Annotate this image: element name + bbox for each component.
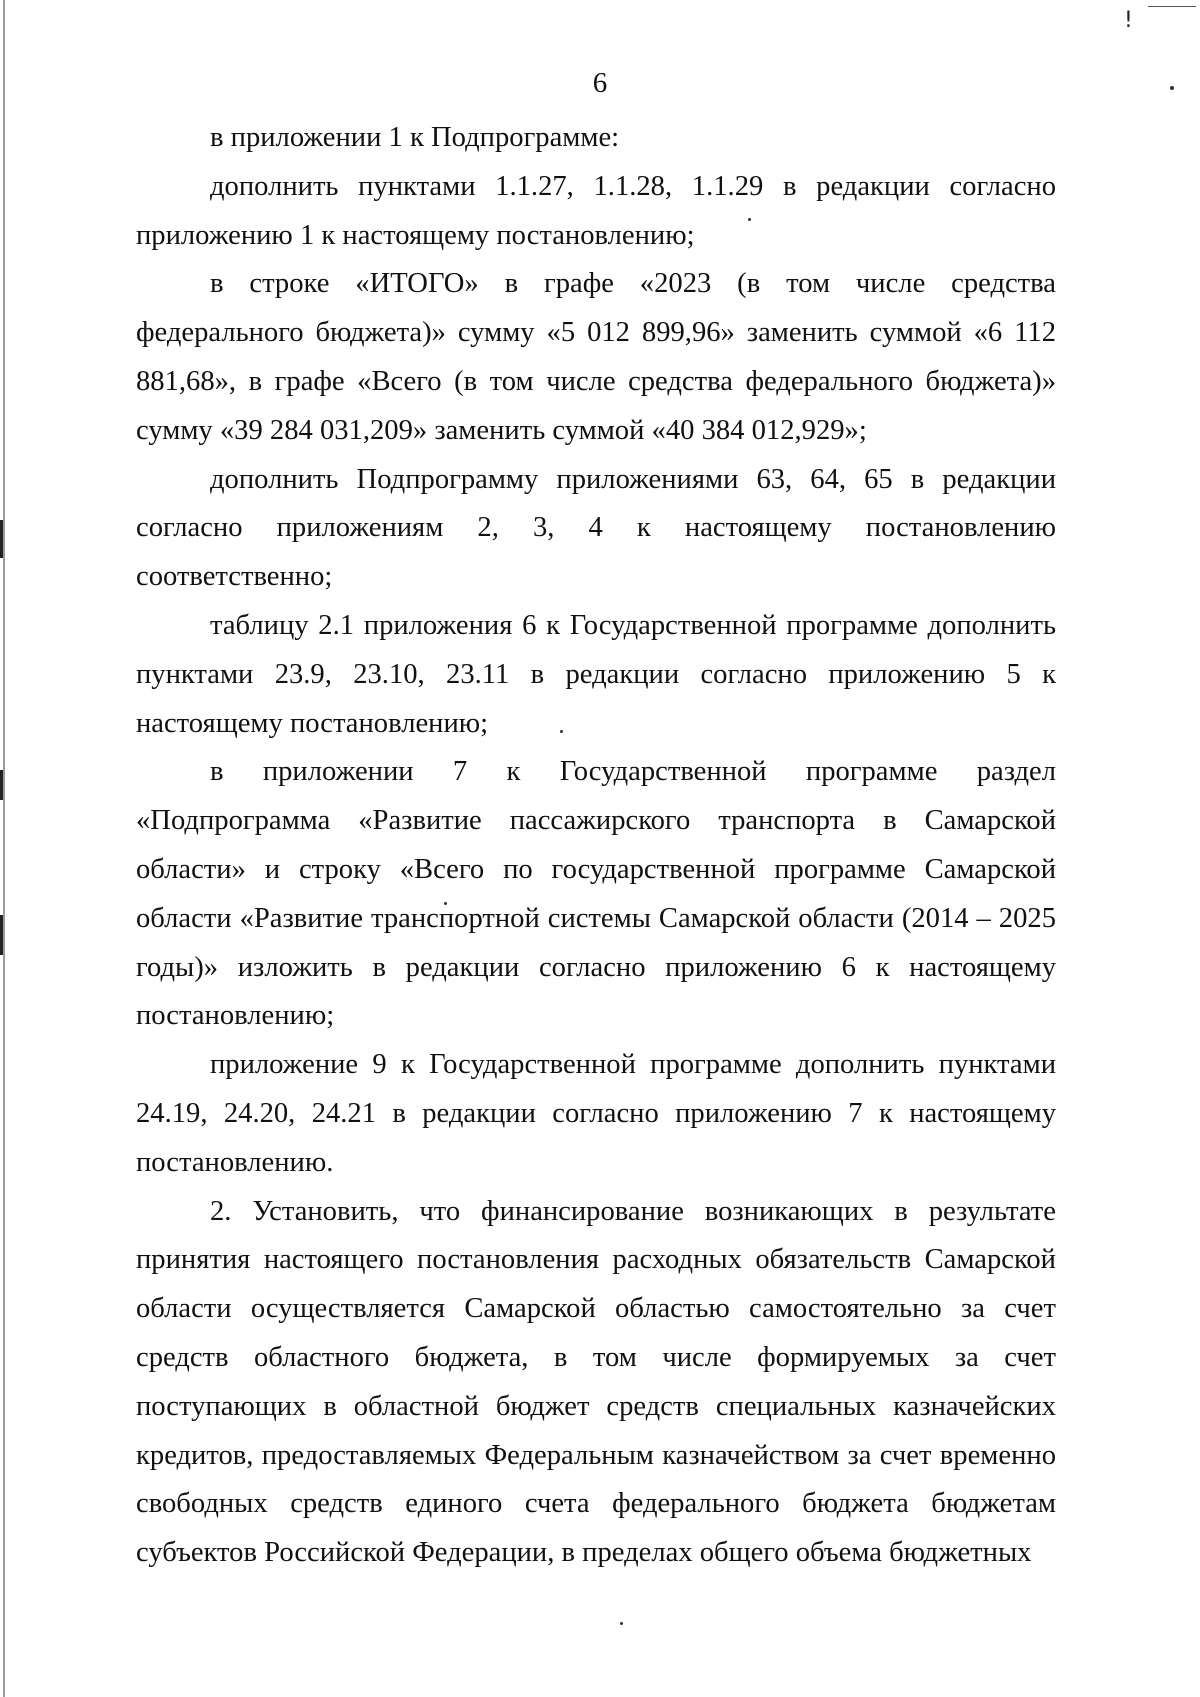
- paragraph: таблицу 2.1 приложения 6 к Государственной программе дополнить пунктами 23.9, 23.10, 23.11 в редакции согласно приложению 5 к настоящему постановлению;: [136, 609, 1056, 739]
- paragraph: дополнить Подпрограмму приложениями 63, 64, 65 в редакции согласно приложениям 2, 3, 4 к настоящему постановлению соответственно;: [136, 463, 1056, 593]
- scan-corner-line: [1148, 6, 1196, 7]
- paragraph: в приложении 7 к Государственной программе раздел «Подпрограмма «Развитие пассажирского транспорта в Самарской области» и строку «Всего по государственной программе Самарской области «Развитие транспортной системы Самарской области (2014 – 2025 годы)» изложить в редакции согласно приложению 6 к настоящему постановлению;: [136, 756, 1056, 1032]
- scan-edge-line: [3, 0, 5, 1697]
- scan-edge-mark: [0, 915, 3, 955]
- paragraph: дополнить пунктами 1.1.27, 1.1.28, 1.1.29 в редакции согласно приложению 1 к настоящему постановлению;: [136, 170, 1056, 251]
- paragraph: 2. Установить, что финансирование возникающих в результате принятия настоящего постановления расходных обязательств Самарской области осуществляется Самарской областью самостоятельно за счет средств областного бюджета, в том числе формируемых за счет поступающих в областной бюджет средств специальных казначейских кредитов, предоставляемых Федеральным казначейством за счет временно свободных средств единого счета федерального бюджета бюджетам субъектов Российской Федерации, в пределах общего объема бюджетных: [136, 1195, 1056, 1569]
- document-body: [136, 114, 1056, 1578]
- scan-edge-mark: [0, 770, 3, 800]
- scan-speck: [620, 1622, 623, 1625]
- page-number: 6: [592, 67, 608, 99]
- paragraph: в приложении 1 к Подпрограмме:: [210, 122, 620, 153]
- paragraph: в строке «ИТОГО» в графе «2023 (в том числе средства федерального бюджета)» сумму «5 012 899,96» заменить суммой «6 112 881,68», в графе «Всего (в том числе средства федерального бюджета)» сумму «39 284 031,209» заменить суммой «40 384 012,929»;: [136, 268, 1056, 446]
- paragraph: приложение 9 к Государственной программе дополнить пунктами 24.19, 24.20, 24.21 в редакции согласно приложению 7 к настоящему постановлению.: [136, 1049, 1056, 1178]
- scan-edge-mark: [0, 520, 3, 558]
- corner-mark: !: [1124, 8, 1133, 33]
